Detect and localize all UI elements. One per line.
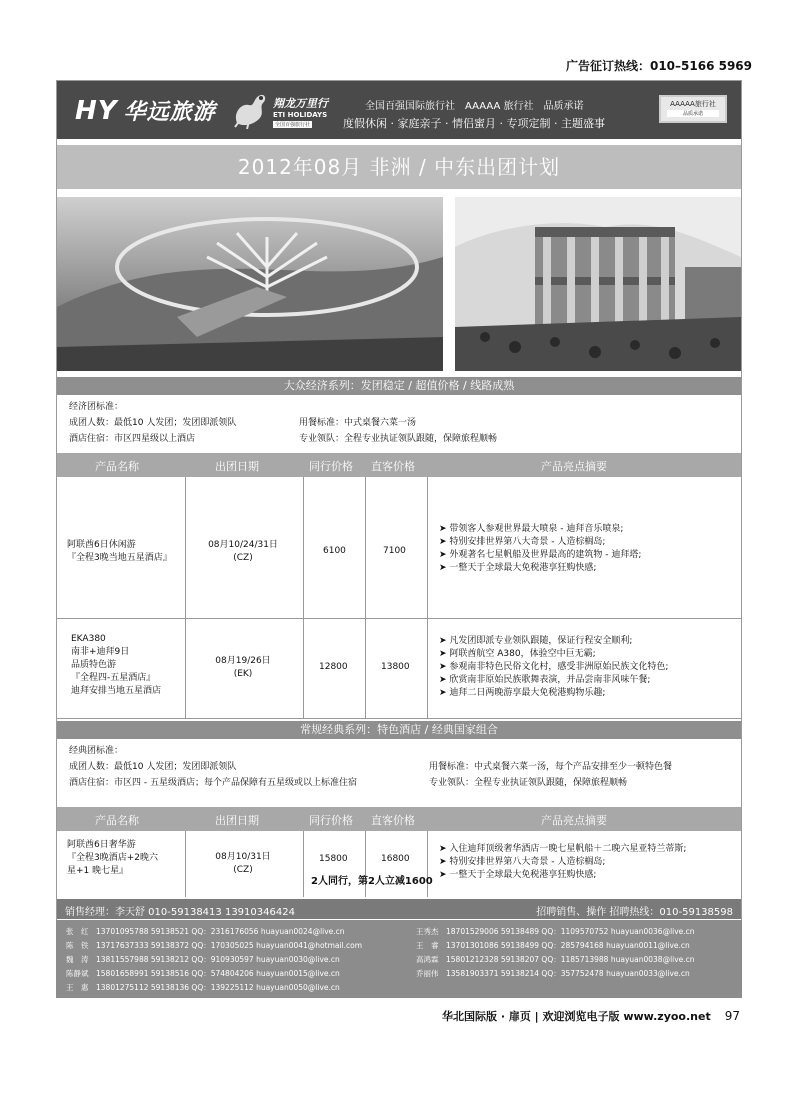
col-highlights: 产品亮点摘要 (541, 814, 607, 827)
std-meals: 用餐标准：中式桌餐六菜一汤，每个产品安排至少一顿特色餐 (429, 762, 673, 772)
partner-cn: 翔龙万里行 (273, 97, 328, 110)
col-direct: 直客价格 (371, 814, 415, 827)
classic-standards (69, 743, 357, 791)
direct-price: 16800 (381, 854, 410, 864)
table-header (57, 807, 741, 831)
highlights-list: ➤ 带领客人参观世界最大喷泉 - 迪拜音乐喷泉; ➤ 特别安排世界第八大奇景 - 人造棕榈岛; ➤ 外观著名七星帆船及世界最高的建筑物 - 迪拜塔; ➤ 一整天于全球最大免税港享狂购快感; (439, 523, 641, 575)
slogan-line-2: 度假休闲 · 家庭亲子 · 情侣蜜月 · 专项定制 · 主题盛事 (343, 117, 605, 130)
direct-price: 7100 (383, 546, 406, 556)
logo-text: 华远旅游 (123, 100, 216, 125)
brand-bar (57, 81, 741, 139)
std-group-size: 成团人数：最低10 人发团；发团即派领队 (69, 418, 237, 428)
table-row (57, 831, 741, 897)
col-direct: 直客价格 (371, 460, 415, 473)
contact-line: 陈 铁 13717637333 59138372 QQ：170305025 huayuan0041@hotmail.com (66, 941, 363, 950)
section-economy-banner: 大众经济系列：发团稳定 / 超值价格 / 线路成熟 (57, 377, 741, 395)
recruit-hotline: 招聘销售、操作 招聘热线：010-59138598 (536, 907, 733, 918)
economy-standards (69, 399, 236, 447)
page-number: 97 (724, 1009, 740, 1023)
direct-price: 13800 (381, 662, 410, 672)
product-name: EKA380 南非+迪拜9日 品质特色游 『全程四-五星酒店』 迪拜安排当地五星酒店 (71, 634, 162, 696)
contact-line: 张 红 13701095788 59138521 QQ：2316176056 huayuan0024@live.cn (66, 927, 345, 936)
slogan-line-1: 全国百强国际旅行社 AAAAA 旅行社 品质承诺 (365, 101, 584, 112)
partner-tag: 全国百强旅行社 (275, 122, 311, 128)
table-header (57, 453, 741, 477)
badge-line-1: AAAAA旅行社 (670, 100, 716, 108)
ephesus-ruins-photo (455, 197, 741, 371)
std-meals: 用餐标准：中式桌餐六菜一汤 (299, 418, 417, 428)
table-row (57, 477, 741, 619)
col-peer: 同行价格 (309, 814, 353, 827)
page-footer (442, 1008, 740, 1024)
col-name: 产品名称 (95, 814, 139, 827)
advert-frame (56, 80, 742, 924)
col-date: 出团日期 (215, 814, 259, 827)
std-group-size: 成团人数：最低10 人发团；发团即派领队 (69, 762, 237, 772)
product-name: 阿联酋6日休闲游 『全程3晚当地五星酒店』 (67, 540, 172, 563)
col-peer: 同行价格 (309, 460, 353, 473)
std-hotel: 酒店住宿：市区四 - 五星级酒店；每个产品保障有五星级或以上标准住宿 (69, 778, 357, 788)
dragon-icon (231, 89, 269, 129)
palm-island-photo (57, 197, 443, 371)
sales-bar (57, 899, 741, 919)
classic-standards-right (429, 759, 672, 791)
section-classic-banner: 常规经典系列：特色酒店 / 经典国家组合 (57, 721, 741, 739)
footer-text: 华北国际版 · 扉页 | 欢迎浏览电子版 www.zyoo.net (441, 1010, 711, 1023)
contact-line: 王 睿 13701301086 59138499 QQ：285794168 huayuan0011@live.cn (416, 941, 690, 950)
sales-manager: 销售经理：李天舒 010-59138413 13910346424 (65, 907, 295, 918)
departure-date: 08月10/24/31日 (CZ) (208, 540, 278, 563)
economy-standards-right (299, 415, 497, 447)
contact-line: 高鸿霖 15801212328 59138207 QQ：1185713988 huayuan0038@live.cn (416, 955, 695, 964)
badge-line-2: 品质承诺 (667, 110, 719, 117)
contact-line: 陈静斌 15801658991 59138516 QQ：574804206 huayuan0015@live.cn (66, 969, 340, 978)
std-guide: 专业领队：全程专业执证领队跟随，保障旅程顺畅 (299, 434, 498, 444)
contact-line: 魏 涛 13811557988 59138212 QQ：910930597 huayuan0030@live.cn (66, 955, 340, 964)
col-name: 产品名称 (95, 460, 139, 473)
std-title: 经济团标准： (69, 402, 124, 412)
quality-badge (659, 95, 727, 123)
logo-mark: HY (75, 96, 118, 126)
table-row (57, 619, 741, 719)
partner-en: ETI HOLIDAYS (273, 111, 328, 119)
contact-line: 乔丽伟 13581903371 59138214 QQ：357752478 huayuan0033@live.cn (416, 969, 690, 978)
contact-line: 王秀杰 18701529006 59138489 QQ：1109570752 huayuan0036@live.cn (416, 927, 695, 936)
highlights-list: ➤ 凡发团即派专业领队跟随，保证行程安全顺利; ➤ 阿联酋航空 A380，体验空中巨无霸; ➤ 参观南非特色民俗文化村，感受非洲原始民族文化特色; ➤ 欣赏南非原始民族歌舞表演，并品尝南非风味午餐; ➤ 迪拜二日两晚游享最大免税港购物乐趣; (439, 635, 668, 700)
col-highlights: 产品亮点摘要 (541, 460, 607, 473)
highlights-list: ➤ 入住迪拜顶级奢华酒店一晚七星帆船＋二晚六星亚特兰蒂斯; ➤ 特别安排世界第八大奇景 - 人造棕榈岛; ➤ 一整天于全球最大免税港享狂购快感; (439, 843, 686, 882)
peer-price: 15800 (319, 854, 348, 864)
departure-date: 08月10/31日 (CZ) (215, 852, 271, 875)
eti-logo (231, 89, 341, 131)
col-date: 出团日期 (215, 460, 259, 473)
contacts-panel (56, 920, 742, 998)
promo-text: 2人同行，第2人立减1600 (311, 876, 433, 887)
std-guide: 专业领队：全程专业执证领队跟随，保障旅程顺畅 (429, 778, 628, 788)
departure-date: 08月19/26日 (EK) (215, 656, 271, 679)
huayuan-logo (75, 95, 216, 126)
peer-price: 12800 (319, 662, 348, 672)
page-title: 2012年08月 非洲 / 中东出团计划 (57, 145, 741, 189)
std-hotel: 酒店住宿：市区四星级以上酒店 (69, 434, 196, 444)
std-title: 经典团标准： (69, 746, 124, 756)
contact-line: 王 惠 13801275112 59138136 QQ：139225112 huayuan0050@live.cn (66, 983, 340, 992)
product-name: 阿联酋6日奢华游 『全程3晚酒店+2晚六 星+1 晚七星』 (67, 840, 158, 876)
peer-price: 6100 (323, 546, 346, 556)
ad-hotline: 广告征订热线：010–5166 5969 (565, 59, 752, 73)
